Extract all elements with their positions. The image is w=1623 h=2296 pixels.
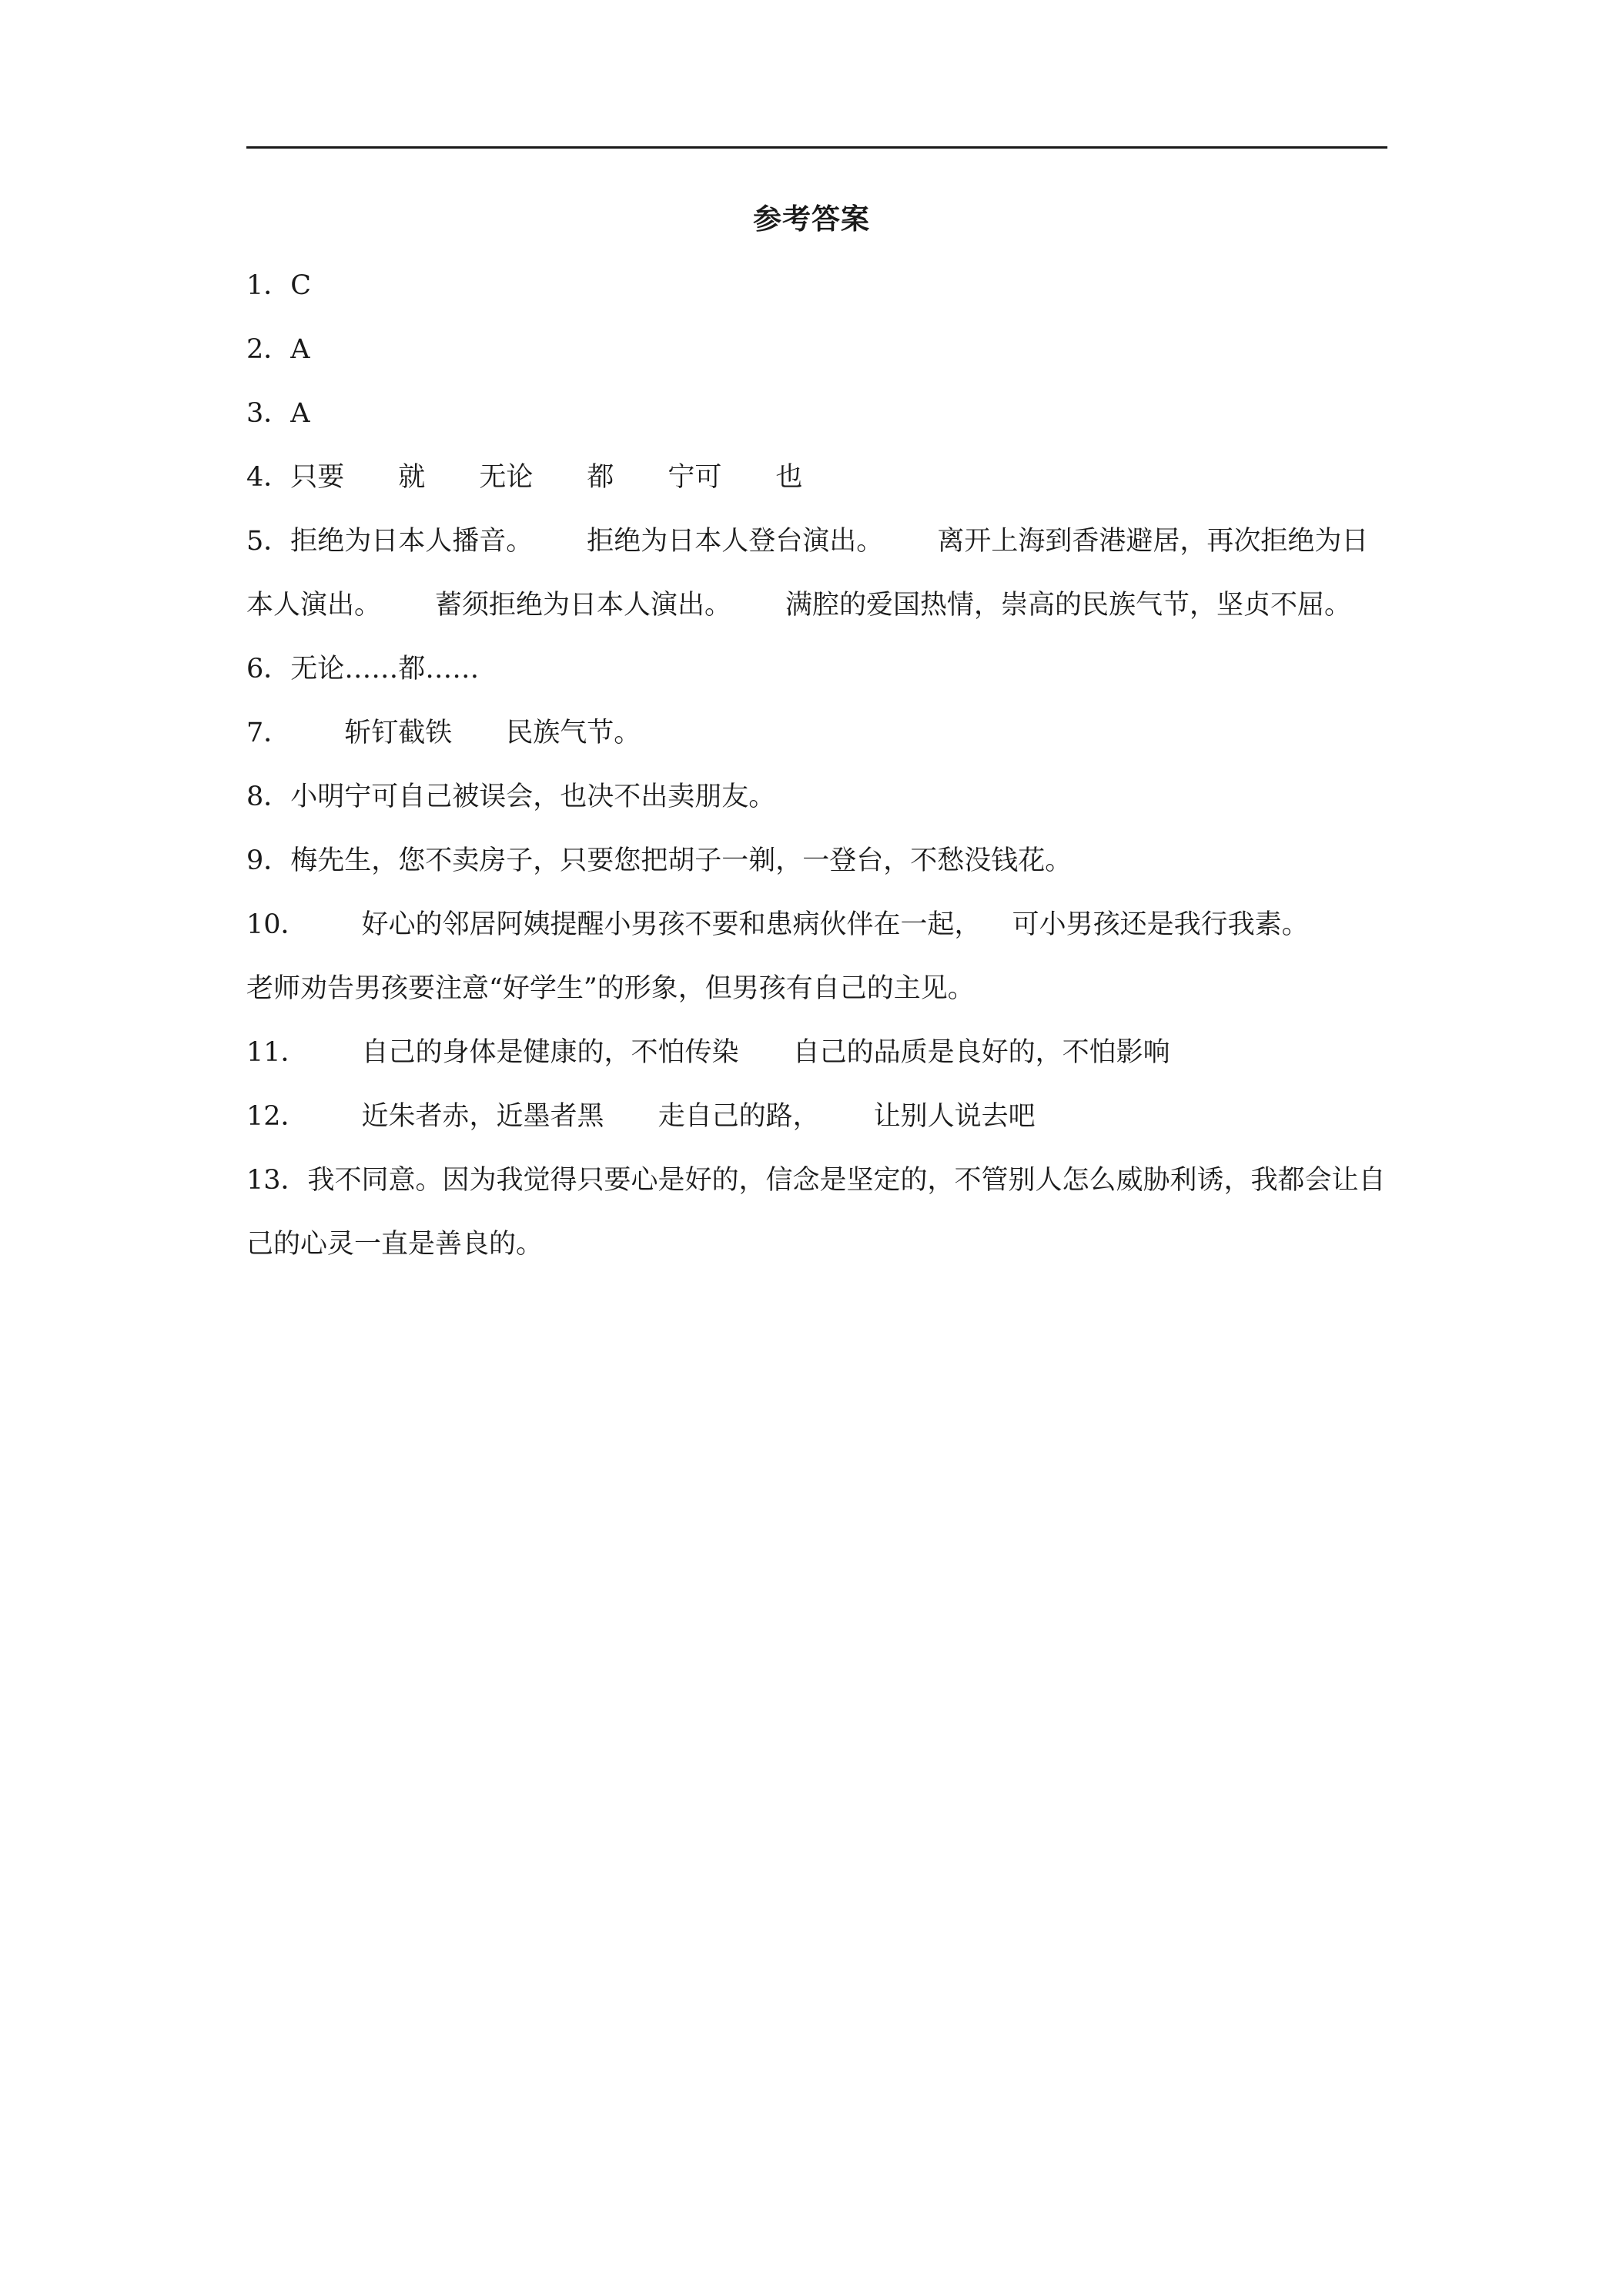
answer-text: 走自己的路， (658, 1101, 820, 1132)
answer-2 (246, 318, 1394, 382)
answer-text: C (290, 270, 312, 301)
answer-number: 6． (246, 654, 291, 684)
answer-text: 我不同意。因为我觉得只要心是好的，信念是坚定的，不管别人怎么威胁利诱，我都会让自己的心灵一直是善良的。 (246, 1165, 1386, 1260)
answer-8 (246, 765, 1394, 829)
answer-text: 宁可 (668, 462, 722, 493)
answer-text: A (290, 398, 310, 429)
answer-10 (246, 893, 1394, 1021)
answer-number: 7． (246, 718, 291, 748)
answer-text: 近朱者赤，近墨者黑 (361, 1101, 604, 1132)
answer-text: 拒绝为日本人登台演出。 (587, 526, 884, 557)
answer-11 (246, 1021, 1394, 1085)
answer-text: 也 (775, 462, 803, 493)
answer-text: 都 (587, 462, 614, 493)
answer-text: 好心的邻居阿姨提醒小男孩不要和患病伙伴在一起， (361, 909, 982, 940)
answer-9 (246, 829, 1394, 893)
answer-text: 只要 (290, 462, 345, 493)
answer-number: 13． (246, 1165, 308, 1196)
answer-text: 自己的品质是良好的，不怕影响 (792, 1037, 1170, 1068)
answer-number: 8． (246, 782, 291, 812)
answer-number: 11． (246, 1037, 308, 1068)
answer-text: 梅先生，您不卖房子，只要您把胡子一剃，一登台，不愁没钱花。 (290, 845, 1073, 876)
answer-number: 5． (246, 526, 291, 557)
answer-12 (246, 1085, 1394, 1149)
answer-number: 3． (246, 398, 291, 429)
answer-text: 无论 (479, 462, 534, 493)
answer-text: 满腔的爱国热情，崇高的民族气节，坚贞不屈。 (785, 590, 1352, 621)
answer-3 (246, 382, 1394, 446)
page-title: 参考答案 (753, 202, 870, 236)
answer-text: 离开上海到香港避居，再次拒绝为日本人演出。 (246, 526, 1369, 621)
answer-number: 12． (246, 1101, 308, 1132)
answer-7 (246, 701, 1394, 765)
answer-13 (246, 1149, 1394, 1277)
answer-text: 民族气节。 (506, 718, 641, 748)
answer-text: 无论……都…… (290, 654, 480, 684)
answer-number: 2． (246, 334, 291, 365)
answer-1 (246, 254, 1394, 318)
answer-text: 自己的身体是健康的，不怕传染 (361, 1037, 739, 1068)
answer-number: 1． (246, 270, 291, 301)
answer-6 (246, 638, 1394, 701)
answer-text: 小明宁可自己被误会，也决不出卖朋友。 (290, 782, 776, 812)
answer-text: 就 (398, 462, 426, 493)
answer-text: 斩钉截铁 (344, 718, 453, 748)
answer-list (246, 254, 1394, 1277)
answer-5 (246, 510, 1394, 638)
answer-text: 拒绝为日本人播音。 (290, 526, 534, 557)
answer-4 (246, 446, 1394, 510)
answer-number: 9． (246, 845, 291, 876)
answer-text: A (290, 334, 310, 365)
answer-text: 老师劝告男孩要注意“好学生”的形象，但男孩有自己的主见。 (246, 973, 975, 1004)
answer-number: 10． (246, 909, 308, 940)
answer-text: 可小男孩还是我行我素。 (1012, 909, 1309, 940)
header-rule (246, 146, 1387, 149)
answer-number: 4． (246, 462, 291, 493)
answer-text: 蓄须拒绝为日本人演出。 (435, 590, 732, 621)
answer-text: 让别人说去吧 (873, 1101, 1036, 1132)
